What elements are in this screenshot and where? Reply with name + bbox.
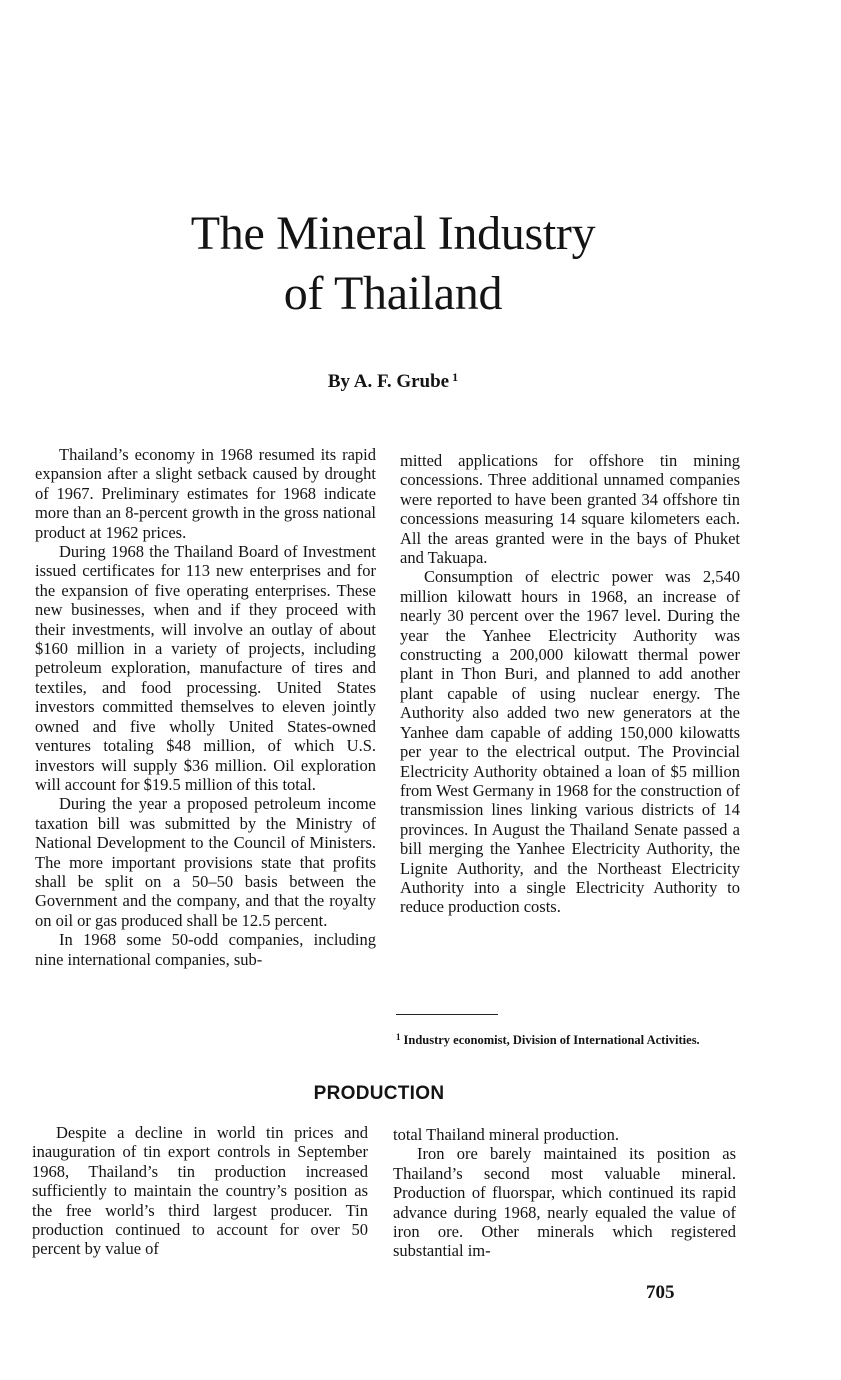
footnote (396, 1030, 740, 1047)
paragraph: Thailand’s economy in 1968 resumed its rapid expansion after a slight setback caused by drought of 1967. Preliminary estimates for 1968 indicate more than an 8-percent growth in the gross national product at 1962 prices. (35, 445, 376, 542)
paragraph: During the year a proposed petroleum income taxation bill was submitted by the Ministry of National Development to the Council of Ministers. The more important provisions state that profits shall be split on a 50–50 basis between the Government and the company, and that the royalty on oil or gas produced shall be 12.5 percent. (35, 794, 376, 930)
section-heading-production: PRODUCTION (313, 1083, 445, 1104)
author-footnote-mark: 1 (452, 370, 459, 384)
paragraph: Consumption of electric power was 2,540 million kilowatt hours in 1968, an increase of nearly 30 percent over the 1967 level. During the year the Yanhee Electricity Authority was constructing a 200,000 kilowatt thermal power plant in Thon Buri, and planned to add another plant capable of using nuclear energy. The Authority also added two new generators at the Yanhee dam capable of adding 150,000 kilowatts per year to the electrical output. The Provincial Electricity Authority obtained a loan of $5 million from West Germany in 1968 for the construction of transmission lines linking various districts of 14 provinces. In August the Thailand Senate passed a bill merging the Yanhee Electricity Authority, the Lignite Authority, and the Northeast Electricity Authority into a single Electricity Authority to reduce production costs. (400, 567, 740, 917)
article-title (0, 204, 786, 324)
paragraph: mitted applications for offshore tin mining concessions. Three additional unnamed companies were reported to have been granted 34 offshore tin concessions measuring 14 square kilometers each. All the areas granted were in the bays of Phuket and Takuapa. (400, 451, 740, 568)
title-line-1: The Mineral Industry (190, 207, 596, 260)
footnote-text: Industry economist, Division of International Activities. (403, 1033, 700, 1047)
paragraph: total Thailand mineral production. (393, 1125, 620, 1144)
page-number: 705 (646, 1282, 675, 1303)
production-column-right (393, 1125, 736, 1261)
paragraph: In 1968 some 50-odd companies, including nine international companies, sub- (35, 930, 376, 969)
paragraph: During 1968 the Thailand Board of Investment issued certificates for 113 new enterprises and for the expansion of five operating enterprises. These new businesses, when and if they proceed with their investments, will involve an outlay of about $160 million in a variety of projects, including petroleum exploration, manufacture of tires and textiles, and food processing. United States investors committed themselves to eleven jointly owned and five wholly United States-owned ventures totaling $48 million, of which U.S. investors will supply $36 million. Oil exploration will account for $19.5 million of this total. (35, 542, 376, 794)
production-column-left (32, 1123, 368, 1259)
body-column-right (400, 451, 740, 917)
footnote-divider (396, 1014, 498, 1015)
footnote-mark: 1 (396, 1032, 401, 1042)
paragraph: Iron ore barely maintained its position as Thailand’s second most valuable mineral. Production of fluorspar, which continued its rapid advance during 1968, nearly equaled the value of iron ore. Other minerals which registered substantial im- (393, 1144, 736, 1261)
paragraph: Despite a decline in world tin prices and inauguration of tin export controls in September 1968, Thailand’s tin production increased sufficiently to maintain the country’s position as the free world’s third largest producer. Tin production continued to account for over 50 percent by value of (32, 1123, 368, 1259)
author-name: By A. F. Grube (327, 371, 450, 392)
title-line-2: of Thailand (283, 267, 503, 320)
author-byline (0, 370, 786, 393)
body-column-left (35, 445, 376, 969)
